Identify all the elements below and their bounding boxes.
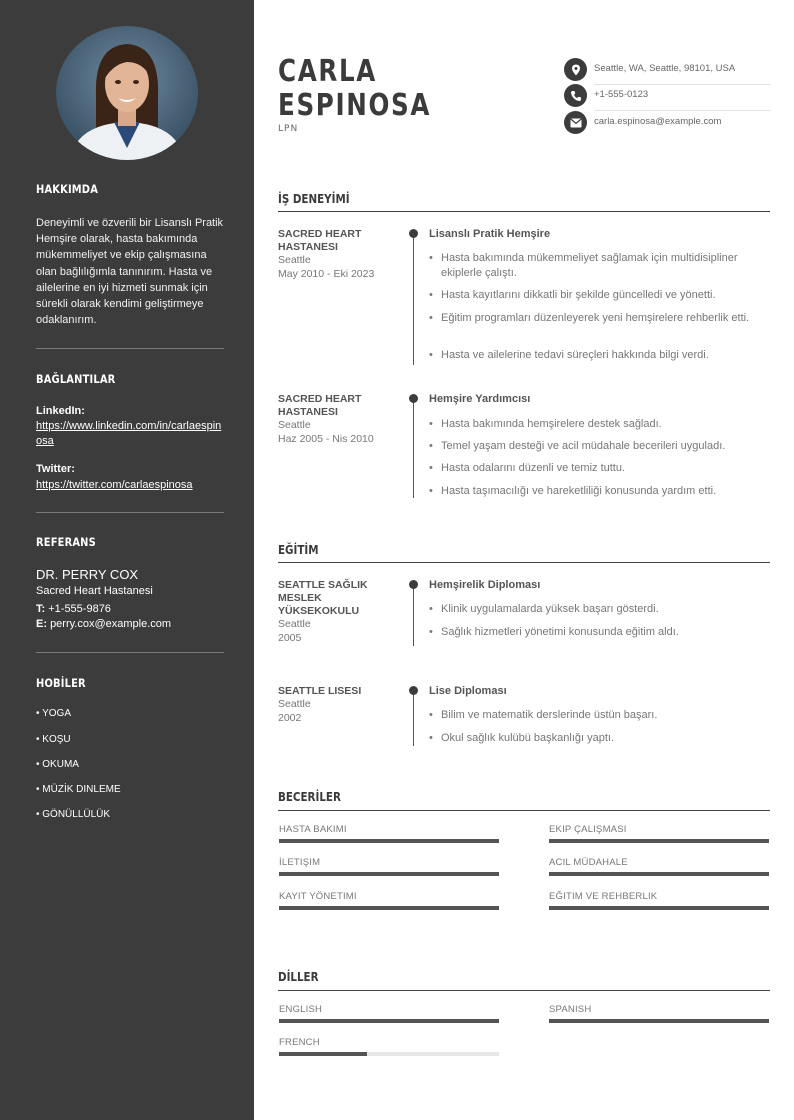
skill-bar-fill xyxy=(549,872,769,876)
timeline-dot xyxy=(409,394,418,403)
education-bullet: • Sağlık hizmetleri yönetimi konusunda eğitim aldı. xyxy=(441,625,767,640)
hobby-item: • GÖNÜLLÜLÜK xyxy=(36,809,111,820)
skills-heading: BECERİLER xyxy=(278,790,341,804)
skill-item xyxy=(549,891,769,910)
profile-photo-image xyxy=(56,26,198,160)
experience-bullet: • Hasta bakımında hemşirelere destek sağladı. xyxy=(441,417,767,432)
section-divider xyxy=(278,990,770,991)
skill-name: EKIP ÇALIŞMASI xyxy=(549,824,627,835)
language-bar xyxy=(279,1052,499,1056)
experience-role: Hemşire Yardımcısı xyxy=(429,393,531,405)
timeline-dot xyxy=(409,580,418,589)
language-bar xyxy=(549,1019,769,1023)
education-bullet: • Bilim ve matematik derslerinde üstün başarı. xyxy=(441,708,767,723)
section-divider xyxy=(278,211,770,212)
hobby-item: • KOŞU xyxy=(36,734,71,745)
timeline-line xyxy=(413,584,414,646)
language-bar-fill xyxy=(549,1019,769,1023)
experience-location: Seattle xyxy=(278,254,311,266)
sidebar-divider xyxy=(36,348,224,349)
skill-name: KAYIT YÖNETIMI xyxy=(279,891,357,902)
links-heading: BAĞLANTILAR xyxy=(36,372,116,386)
education-degree: Hemşirelik Diploması xyxy=(429,579,541,591)
education-org: SEATTLE LISESI xyxy=(278,685,362,697)
skill-bar-fill xyxy=(549,839,769,843)
phone-icon xyxy=(564,84,587,107)
hobbies-heading: HOBİLER xyxy=(36,676,86,690)
education-bullet: • Okul sağlık kulübü başkanlığı yaptı. xyxy=(441,731,767,746)
about-text: Deneyimli ve özverili bir Lisanslı Pratik Hemşire olarak, hasta bakımında mükemmeliyet ve ekip çalışmasına olan bağlılığımla tanınırım. Hasta ve ailelerine en iyi hizmeti sunmak için sürekli olarak kendimi geliştirmeye odaklanırım. xyxy=(36,217,224,327)
languages-heading: DİLLER xyxy=(278,970,319,984)
experience-org: SACRED HEART HASTANESI xyxy=(278,228,362,253)
first-name: CARLA xyxy=(278,54,377,89)
last-name: ESPINOSA xyxy=(278,88,432,123)
contact-phone xyxy=(564,84,770,110)
skill-bar-fill xyxy=(279,839,499,843)
language-name: SPANISH xyxy=(549,1004,592,1015)
education-heading: EĞİTİM xyxy=(278,543,319,557)
skill-name: EĞITIM VE REHBERLIK xyxy=(549,891,658,902)
section-divider xyxy=(278,562,770,563)
skill-bar xyxy=(279,872,499,876)
experience-bullet: • Hasta ve ailelerine tedavi süreçleri hakkında bilgi verdi. xyxy=(441,348,767,363)
timeline-line xyxy=(413,398,414,498)
education-bullet: • Klinik uygulamalarda yüksek başarı gösterdi. xyxy=(441,602,767,617)
experience-role: Lisanslı Pratik Hemşire xyxy=(429,228,551,240)
skill-item xyxy=(549,857,769,876)
skill-item xyxy=(279,857,499,876)
language-bar-fill xyxy=(279,1052,367,1056)
experience-dates: Haz 2005 - Nis 2010 xyxy=(278,433,374,445)
skill-bar-fill xyxy=(549,906,769,910)
section-divider xyxy=(278,810,770,811)
education-location: Seattle xyxy=(278,618,311,630)
experience-location: Seattle xyxy=(278,419,311,431)
job-title: LPN xyxy=(278,124,299,134)
skill-bar-fill xyxy=(279,872,499,876)
hobby-item: • OKUMA xyxy=(36,759,79,770)
skill-bar xyxy=(279,839,499,843)
language-bar xyxy=(279,1019,499,1023)
reference-phone: T: +1-555-9876 xyxy=(36,603,111,615)
sidebar-divider xyxy=(36,512,224,513)
reference-heading: REFERANS xyxy=(36,535,96,549)
experience-org: SACRED HEART HASTANESI xyxy=(278,393,362,418)
experience-bullet: • Temel yaşam desteği ve acil müdahale becerileri uyguladı. xyxy=(441,439,767,454)
skill-name: İLETIŞIM xyxy=(279,857,321,868)
experience-heading: İŞ DENEYİMİ xyxy=(278,192,350,206)
sidebar xyxy=(0,0,254,1120)
education-dates: 2005 xyxy=(278,632,302,644)
profile-photo xyxy=(56,26,198,160)
timeline-dot xyxy=(409,686,418,695)
linkedin-label: LinkedIn: xyxy=(36,405,85,417)
twitter-label: Twitter: xyxy=(36,463,75,475)
sidebar-divider xyxy=(36,652,224,653)
language-name: FRENCH xyxy=(279,1037,320,1048)
experience-dates: May 2010 - Eki 2023 xyxy=(278,268,375,280)
timeline-line xyxy=(413,690,414,746)
education-dates: 2002 xyxy=(278,712,302,724)
language-bar-fill xyxy=(279,1019,499,1023)
experience-bullet: • Eğitim programları düzenleyerek yeni hemşirelere rehberlik etti. xyxy=(441,311,767,326)
skill-item xyxy=(549,824,769,843)
experience-bullet: • Hasta taşımacılığı ve hareketliliği konusunda yardım etti. xyxy=(441,484,767,499)
timeline-dot xyxy=(409,229,418,238)
contact-email xyxy=(564,111,770,137)
experience-bullet: • Hasta odalarını düzenli ve temiz tuttu. xyxy=(441,461,767,476)
contact-phone-text: +1-555-0123 xyxy=(594,89,649,100)
language-item xyxy=(549,1004,769,1023)
reference-name: DR. PERRY COX xyxy=(36,567,139,582)
reference-org: Sacred Heart Hastanesi xyxy=(36,585,153,597)
skill-bar xyxy=(279,906,499,910)
skill-bar xyxy=(549,906,769,910)
about-heading: HAKKIMDA xyxy=(36,182,99,196)
contact-location xyxy=(564,58,770,84)
skill-bar xyxy=(549,872,769,876)
contact-location-text: Seattle, WA, Seattle, 98101, USA xyxy=(594,63,736,74)
skill-bar-fill xyxy=(279,906,499,910)
timeline-line xyxy=(413,233,414,365)
education-org: SEATTLE SAĞLIK MESLEK YÜKSEKOKULU xyxy=(278,579,368,617)
education-location: Seattle xyxy=(278,698,311,710)
linkedin-link[interactable]: https://www.linkedin.com/in/carlaespinosa xyxy=(36,420,222,447)
language-name: ENGLISH xyxy=(279,1004,323,1015)
email-icon xyxy=(564,111,587,134)
hobby-item: • YOGA xyxy=(36,708,71,719)
language-item xyxy=(279,1004,499,1023)
contact-email-text: carla.espinosa@example.com xyxy=(594,116,722,127)
experience-bullet: • Hasta bakımında mükemmeliyet sağlamak için multidisipliner ekiplerle çalıştı. xyxy=(441,251,767,281)
education-degree: Lise Diploması xyxy=(429,685,507,697)
language-item xyxy=(279,1037,499,1056)
reference-email: E: perry.cox@example.com xyxy=(36,618,172,630)
hobby-item: • MÜZİK DINLEME xyxy=(36,784,121,795)
experience-bullet: • Hasta kayıtlarını dikkatli bir şekilde güncelledi ve yönetti. xyxy=(441,288,767,303)
twitter-link[interactable]: https://twitter.com/carlaespinosa xyxy=(36,479,193,491)
skill-name: ACIL MÜDAHALE xyxy=(549,857,628,868)
location-icon xyxy=(564,58,587,81)
skill-item xyxy=(279,891,499,910)
skill-name: HASTA BAKIMI xyxy=(279,824,347,835)
skill-item xyxy=(279,824,499,843)
skill-bar xyxy=(549,839,769,843)
